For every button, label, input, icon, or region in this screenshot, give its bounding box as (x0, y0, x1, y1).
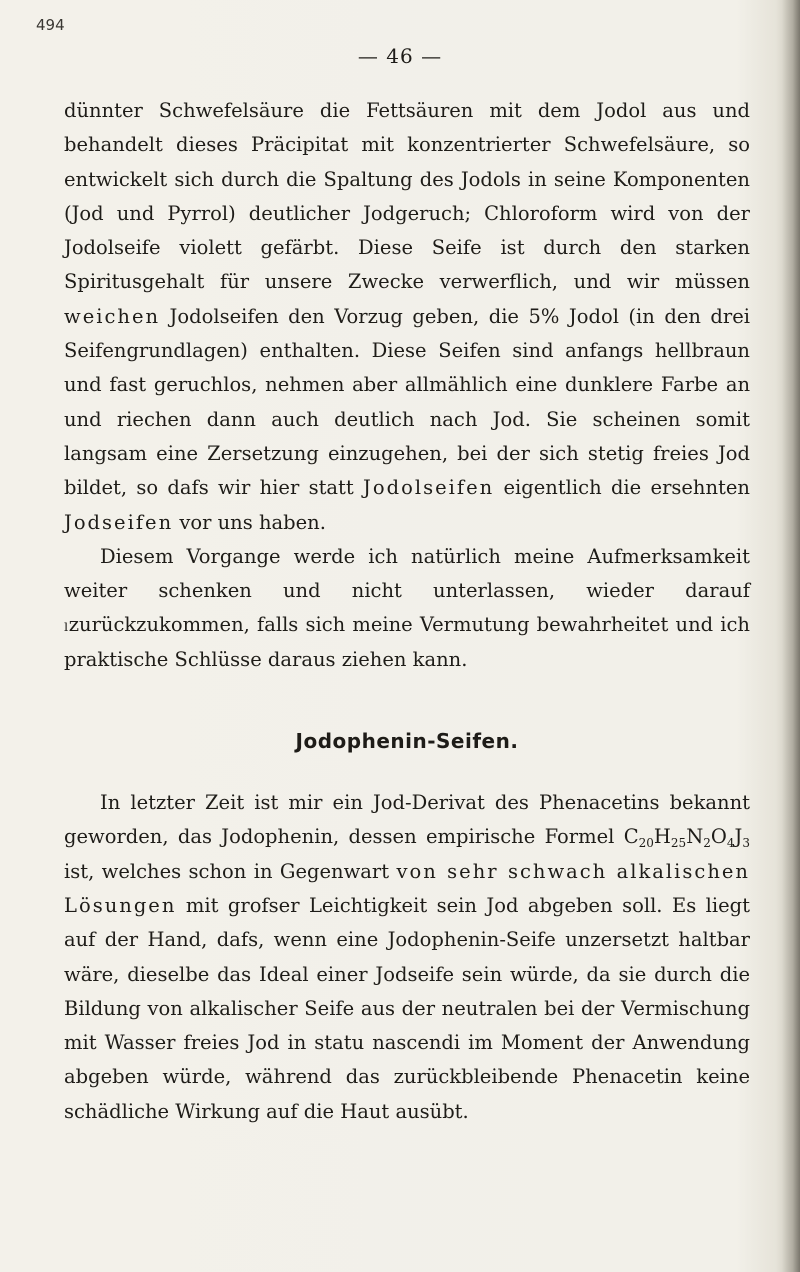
paragraph-text: eigentlich die ersehnten (494, 476, 750, 500)
emphasized-text: Jodseifen (64, 510, 174, 534)
paragraph-text: ist, welches schon in Gegenwart (64, 859, 397, 883)
paragraph-text: Jodolseifen den Vorzug geben, die 5% Jodol (in den drei Seifengrundlagen) enthalten. Diese Seifen sind anfangs hellbraun und fast geruchlos, nehmen aber allmählich eine dunklere Farbe an und riechen dann auch deutlich nach Jod. Sie scheinen somit langsam eine Zersetzung einzugehen, bei der sich stetig freies Jod bildet, so dafs wir hier statt (64, 304, 750, 500)
page-number: — 46 — (357, 44, 443, 68)
page-edge-shadow (782, 0, 800, 1272)
emphasized-text: von sehr schwach alkalischen Lösungen (64, 859, 750, 917)
paragraph-jodophenin (64, 786, 750, 1129)
emphasized-text: weichen (64, 304, 161, 328)
chemical-formula: $C_{20}H_{25}N_2O_4J_3$ (623, 825, 750, 851)
paragraph-jodolseife (64, 94, 750, 540)
emphasized-text: Jodolseifen (363, 476, 495, 500)
paragraph-text: mit grofser Leichtigkeit sein Jod abgeben soll. Es liegt auf der Hand, dafs, wenn eine Jodophenin-Seife unzersetzt haltbar wäre, dieselbe das Ideal einer Jodseife sein würde, da sie durch die Bildung von alkalischer Seife aus der neutralen bei der Vermischung mit Wasser freies Jod in statu nascendi im Moment der Anwendung abgeben würde, während das zurückbleibende Phenacetin keine schädliche Wirkung auf die Haut ausübt. (64, 893, 750, 1123)
paragraph-text: dünnter Schwefelsäure die Fettsäuren mit dem Jodol aus und behandelt dieses Präcipitat mit konzentrierter Schwefelsäure, so entwickelt sich durch die Spaltung des Jodols in seine Komponenten (Jod und Pyrrol) deutlicher Jodgeruch; Chloroform wird von der Jodolseife violett gefärbt. Diese Seife ist durch den starken Spiritusgehalt für unsere Zwecke verwerflich, und wir müssen (64, 99, 750, 294)
paragraph-text: Diesem Vorgange werde ich natürlich meine Aufmerksamkeit weiter schenken und nicht unterlassen, wieder darauf ₗzurückzukommen, falls sich meine Vermutung bewahrheitet und ich praktische Schlüsse daraus ziehen kann. (64, 544, 750, 671)
library-page-number: 494 (36, 16, 65, 34)
body-text (64, 94, 750, 1129)
paragraph-vorgang (64, 540, 750, 677)
section-heading: Jodophenin-Seifen. (295, 729, 519, 754)
paragraph-text: In letzter Zeit ist mir ein Jod-Derivat des Phenacetins bekannt geworden, das Jodophenin, dessen empirische Formel (64, 791, 750, 849)
paragraph-text: vor uns haben. (173, 510, 326, 534)
